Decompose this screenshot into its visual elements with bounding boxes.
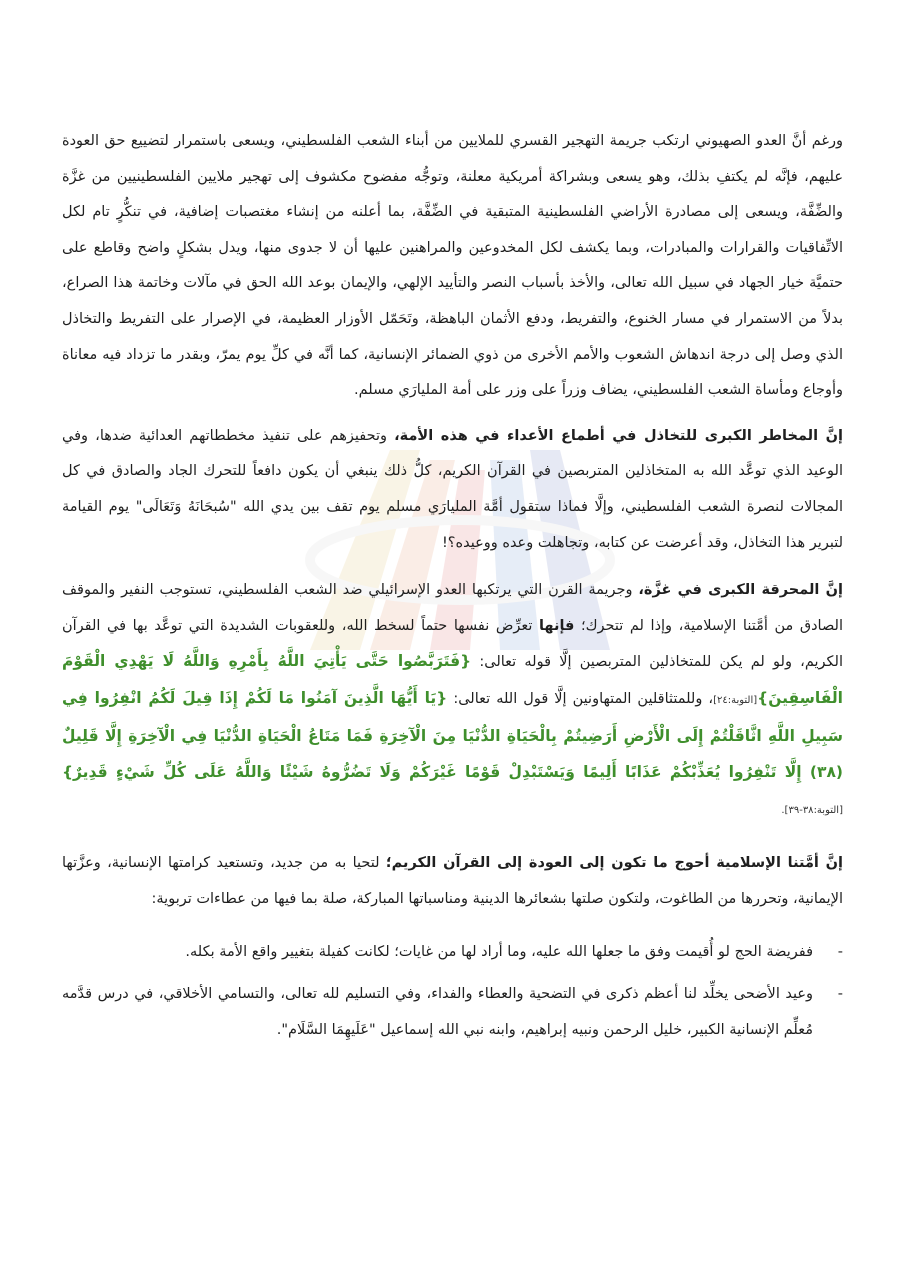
paragraph-3-text-a: وجريمة القرن التي يرتكبها العدو الإسرائيلي ضد الشعب الفلسطيني، تستوجب النفير والموقف الصادق من أمَّتنا الإسلامية، وإذا لم تتحرك؛ (62, 582, 843, 634)
paragraph-4 (62, 846, 843, 917)
bullet-list (62, 935, 843, 1048)
paragraph-3-text-c: ، وللمتثاقلين المتهاونين إلَّا قول الله تعالى: (447, 690, 714, 707)
paragraph-2-text: وتحفيزهم على تنفيذ مخططاتهم العدائية ضدها، وفي الوعيد الذي توعَّد الله به المتخاذلين المتربصين في القرآن الكريم، كلُّ ذلك ينبغي أن يكون دافعاً للتحرك الجاد والصادق في كل المجالات لنصرة الشعب الفلسطيني، وإلَّا فماذا ستقول أمَّة المليارَي مسلم يوم تقف بين يدي الله "سُبحَانَهُ وَتَعَالَى" يوم القيامة لتبرير هذا التخاذل، وقد أعرضت عن كتابه، وتجاهلت وعده ووعيده؟! (62, 427, 843, 551)
list-item-text: ففريضة الحج لو أُقيمت وفق ما جعلها الله عليه، وما أراد لها من غايات؛ لكانت كفيلة بتغيير واقع الأمة بكله. (185, 944, 813, 961)
quran-verse-2: {يَا أَيُّهَا الَّذِينَ آمَنُوا مَا لَكُمْ إِذَا قِيلَ لَكُمُ انْفِرُوا فِي سَبِيلِ اللَّهِ اثَّاقَلْتُمْ إِلَى الْأَرْضِ أَرَضِيتُمْ بِالْحَيَاةِ الدُّنْيَا مِنَ الْآخِرَةِ فَمَا مَتَاعُ الْحَيَاةِ الدُّنْيَا فِي الْآخِرَةِ إِلَّا قَلِيلٌ (٣٨) إِلَّا تَنْفِرُوا يُعَذِّبْكُمْ عَذَابًا أَلِيمًا وَيَسْتَبْدِلْ قَوْمًا غَيْرَكُمْ وَلَا تَضُرُّوهُ شَيْئًا وَاللَّهُ عَلَى كُلِّ شَيْءٍ قَدِيرٌ} (62, 688, 843, 782)
paragraph-2-lead: إنَّ المخاطر الكبرى للتخاذل في أطماع الأعداء في هذه الأمة، (394, 427, 843, 444)
verse-reference-1: [التوبة:٢٤] (713, 694, 758, 706)
paragraph-3 (62, 573, 843, 828)
bullet-dash: - (837, 944, 843, 961)
paragraph-4-text: لتحيا به من جديد، وتستعيد كرامتها الإنسانية، وعزَّتها الإيمانية، وتحررها من الطاغوت، ولتكون صلتها بشعائرها الدينية ومناسباتها المباركة، صلة بما فيها من عطاءات تربوية: (62, 855, 843, 907)
list-item (62, 935, 843, 971)
paragraph-3-lead: إنَّ المحرقة الكبرى في غزَّة، (638, 582, 843, 599)
paragraph-1 (62, 124, 843, 409)
quran-verse-1: {فَتَرَبَّصُوا حَتَّى يَأْتِيَ اللَّهُ بِأَمْرِهِ وَاللَّهُ لَا يَهْدِي الْقَوْمَ الْفَاسِقِينَ} (62, 652, 843, 707)
list-item (62, 977, 843, 1048)
paragraph-1-text: ورغم أنَّ العدو الصهيوني ارتكب جريمة التهجير القسري للملايين من أبناء الشعب الفلسطيني، ويسعى باستمرار لتضييع حق العودة عليهم، فإنَّه لم يكتفِ بذلك، وهو يسعى وبشراكة أمريكية معلنة، وتوجُّه مفضوح مكشوف إلى تهجير ملايين الفلسطينيين من غزَّة والضِّفَّة، ويسعى إلى مصادرة الأراضي الفلسطينية المتبقية في الضِّفَّة، بما أعلنه من إنشاء مغتصبات إضافية، في تنكُّرٍ تام لكل الاتِّفاقيات والقرارات والمبادرات، وبما يكشف لكل المخدوعين والمراهنين عليها أن لا جدوى منها، ويدل بشكلٍ واضح وقاطع على حتميَّة خيار الجهاد في سبيل الله تعالى، والأخذ بأسباب النصر والتأييد الإلهي، والإيمان بوعد الله الحق في مآلات وخاتمة هذا الصراع، بدلاً من الاستمرار في مسار الخنوع، والتفريط، ودفع الأثمان الباهظة، وتَحَمّل الأوزار العظيمة، في الإصرار على التفريط والتخاذل الذي وصل إلى درجة اندهاش الشعوب والأمم الأخرى من ذوي الضمائر الإنسانية، كما أنَّه في كلِّ يوم يمرّ، وبقدر ما تزداد فيه معاناة وأوجاع ومأساة الشعب الفلسطيني، يضاف وزراً على وزر على أمة المليارَي مسلم. (62, 133, 843, 399)
article-body (62, 124, 843, 1054)
verse-reference-2: [التوبة:٣٨-٣٩]. (781, 804, 843, 816)
paragraph-4-lead: إنَّ أمَّتنا الإسلامية أحوج ما تكون إلى العودة إلى القرآن الكريم؛ (385, 855, 844, 872)
paragraph-2 (62, 419, 843, 561)
paragraph-3-bold: فإنها (538, 617, 575, 634)
list-item-text: وعيد الأضحى يخلِّد لنا أعظم ذكرى في التضحية والعطاء والفداء، وفي التسليم لله تعالى، والتسامي الأخلاقي، في درس قدَّمه مُعلِّم الإنسانية الكبير، خليل الرحمن ونبيه إبراهيم، وابنه نبي الله إسماعيل "عَلَيهِمَا السَّلَام". (62, 986, 813, 1038)
bullet-dash: - (837, 986, 843, 1003)
paragraph-3-text-b: تعرِّض نفسها حتماً لسخط الله، وللعقوبات الشديدة التي توعَّد بها في القرآن الكريم، ولو لم يكن للمتخاذلين المتربصين إلَّا قوله تعالى: (62, 617, 843, 671)
